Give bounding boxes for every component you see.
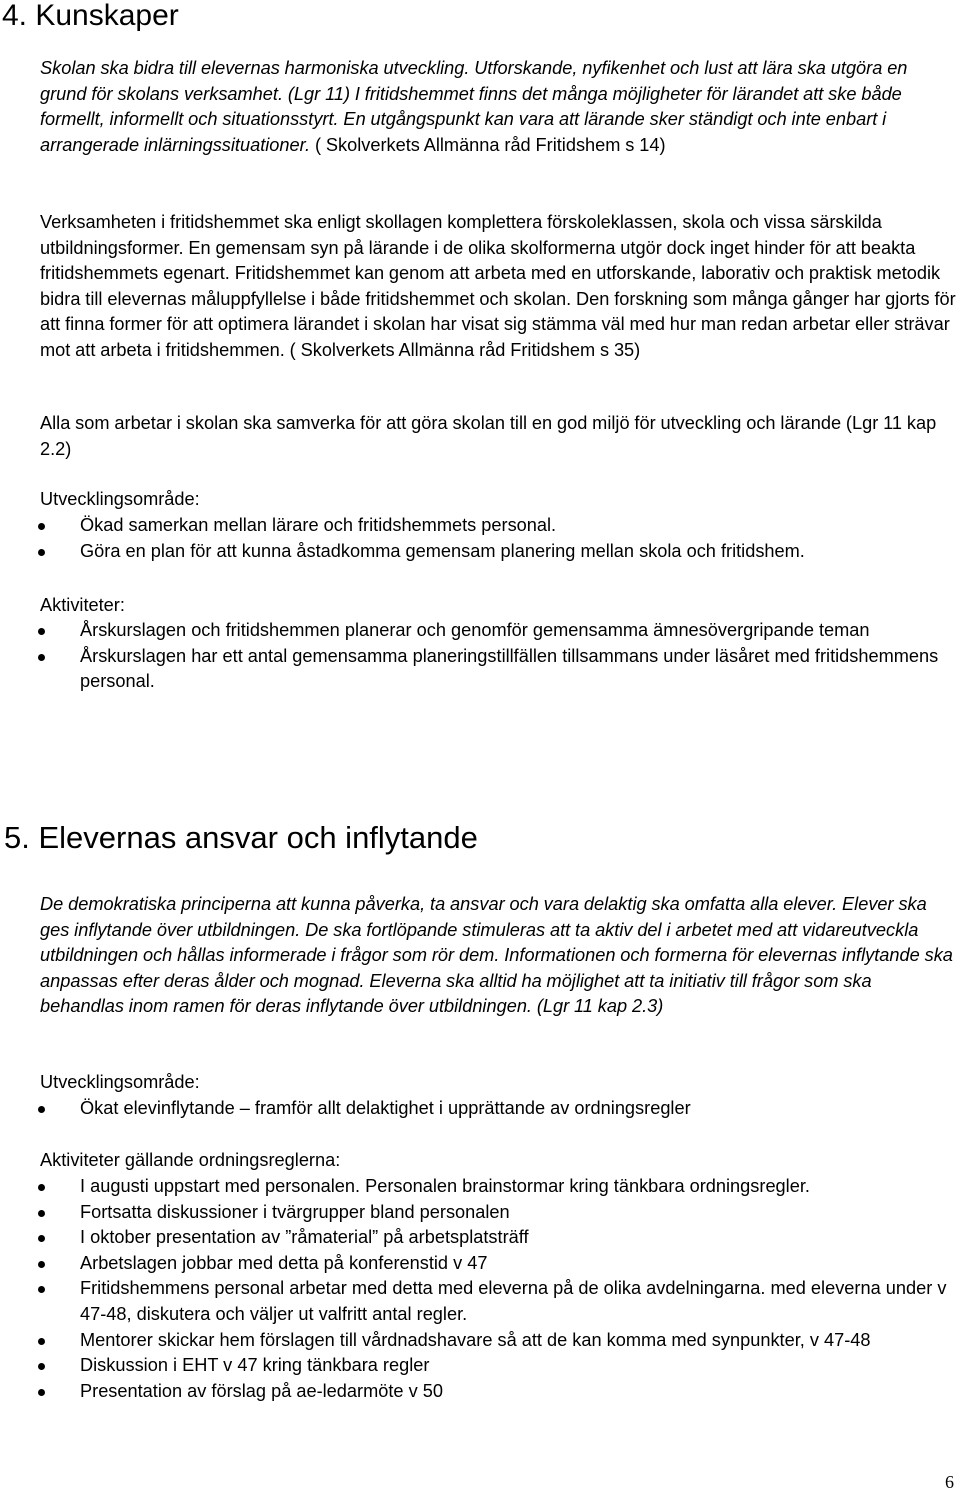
list-item (40, 1328, 956, 1354)
bullet-icon (38, 1210, 45, 1217)
list-item (40, 1251, 956, 1277)
bullet-icon (38, 1363, 45, 1370)
list-item (40, 618, 956, 644)
page-number: 6 (945, 1472, 954, 1492)
list-item-text: Arbetslagen jobbar med detta på konferenstid v 47 (80, 1252, 488, 1273)
list-item (40, 539, 956, 565)
bullet-icon (38, 1106, 45, 1113)
list-item (40, 1276, 956, 1327)
list-item (40, 1225, 956, 1251)
section-4-heading: 4. Kunskaper (2, 0, 179, 32)
source-reference: ( Skolverkets Allmänna råd Fritidshem s 14) (310, 134, 666, 155)
section-4-development-label: Utvecklingsområde: (40, 489, 200, 509)
bullet-icon (38, 1261, 45, 1268)
section-5-heading: 5. Elevernas ansvar och inflytande (4, 820, 478, 855)
section-4-paragraph-2: Verksamheten i fritidshemmet ska enligt skollagen komplettera förskoleklassen, skola och vissa särskilda utbildningsformer. En gemensam syn på lärande i de olika skolformerna utgör dock inget hinder för att beakta fritidshemmets egenart. Fritidshemmet kan genom att arbeta med en utforskande, laborativ och praktisk metodik bidra till elevernas måluppfyllelse i både fritidshemmet och skolan. Den forskning som många gånger har gjorts för att finna former för att optimera lärandet i skolan har visat sig stämma väl med hur man redan arbetar eller strävar mot att arbeta i fritidshemmen. ( Skolverkets Allmänna råd Fritidshem s 35) (40, 212, 956, 360)
section-4-activities-list (40, 618, 956, 695)
list-item-text: Presentation av förslag på ae-ledarmöte v 50 (80, 1380, 443, 1401)
list-item (40, 644, 956, 695)
list-item-text: Fortsatta diskussioner i tvärgrupper bland personalen (80, 1201, 510, 1222)
list-item (40, 1200, 956, 1226)
list-item (40, 1174, 956, 1200)
section-5-development-list (40, 1096, 956, 1122)
list-item-text: Göra en plan för att kunna åstadkomma gemensam planering mellan skola och fritidshem. (80, 540, 805, 561)
list-item-text: I augusti uppstart med personalen. Personalen brainstormar kring tänkbara ordningsregler. (80, 1176, 810, 1196)
list-item (40, 1353, 956, 1379)
section-4-activities-label: Aktiviteter: (40, 595, 125, 615)
list-item-text: Mentorer skickar hem förslagen till vårdnadshavare så att de kan komma med synpunkter, v 47-48 (80, 1329, 871, 1350)
section-4-development-list (40, 513, 956, 564)
bullet-icon (38, 523, 45, 530)
list-item (40, 1379, 956, 1405)
bullet-icon (38, 1184, 45, 1191)
section-5-activities-label: Aktiviteter gällande ordningsreglerna: (40, 1150, 341, 1170)
section-4-intro-paragraph (40, 56, 956, 158)
list-item (40, 513, 956, 539)
bullet-icon (38, 1235, 45, 1242)
bullet-icon (38, 1286, 45, 1293)
bullet-icon (38, 654, 45, 661)
bullet-icon (38, 628, 45, 635)
section-5-intro-paragraph: De demokratiska principerna att kunna påverka, ta ansvar och vara delaktig ska omfatta alla elever. Elever ska ges inflytande över utbildningen. De ska fortlöpande stimuleras att ta aktiv del i arbetet med att vidareutveckla utbildningen och hållas informerade i frågor som rör dem. Informationen och formerna för elevernas inflytande ska anpassas efter deras ålder och mognad. Eleverna ska alltid ha möjlighet att ta initiativ till frågor som ska behandlas inom ramen för deras inflytande över utbildningen. (Lgr 11 kap 2.3) (40, 894, 953, 1017)
list-item-text: Ökad samerkan mellan lärare och fritidshemmets personal. (80, 515, 557, 535)
bullet-icon (38, 1338, 45, 1345)
list-item-text: Ökat elevinflytande – framför allt delaktighet i upprättande av ordningsregler (80, 1098, 691, 1118)
list-item-text: Diskussion i EHT v 47 kring tänkbara regler (80, 1355, 430, 1376)
list-item-text: Årskurslagen och fritidshemmen planerar och genomför gemensamma ämnesövergripande teman (80, 620, 870, 640)
curriculum-quote: Skolan ska bidra till elevernas harmoniska utveckling. Utforskande, nyfikenhet och lust att lära ska utgöra en grund för skolans verksamhet. (Lgr 11) I fritidshemmet finns det många möjligheter för lärandet att ske både formellt, informellt och situationsstyrt. En utgångspunkt kan vara att lärande sker ständigt och inte enbart i arrangerade inlärningssituationer. (40, 58, 908, 155)
section-4-paragraph-3: Alla som arbetar i skolan ska samverka för att göra skolan till en god miljö för utveckling och lärande (Lgr 11 kap 2.2) (40, 413, 937, 459)
section-5-activities-list (40, 1174, 956, 1404)
bullet-icon (38, 549, 45, 556)
list-item (40, 1096, 956, 1122)
list-item-text: I oktober presentation av ”råmaterial” på arbetsplatsträff (80, 1227, 529, 1248)
list-item-text: Årskurslagen har ett antal gemensamma planeringstillfällen tillsammans under läsåret med fritidshemmens personal. (80, 645, 939, 692)
bullet-icon (38, 1389, 45, 1396)
section-5-development-label: Utvecklingsområde: (40, 1072, 200, 1092)
list-item-text: Fritidshemmens personal arbetar med detta med eleverna på de olika avdelningarna. med eleverna under v 47-48, diskutera och väljer ut valfritt antal regler. (80, 1278, 947, 1324)
